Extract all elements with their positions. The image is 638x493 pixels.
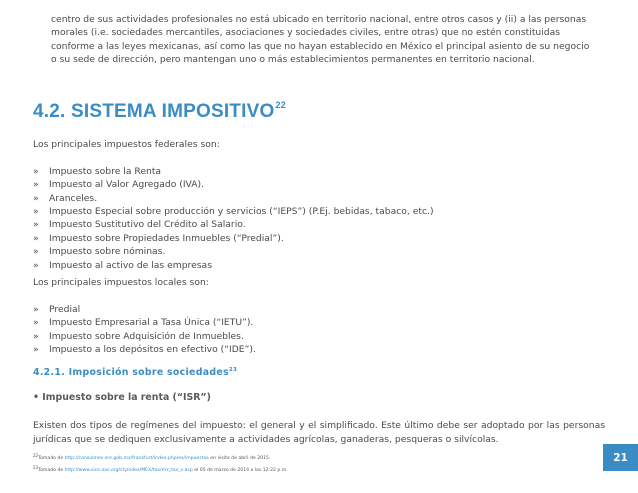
subsection-title: 4.2.1. Imposición sobre sociedades xyxy=(33,367,229,378)
bullet-marker: » xyxy=(33,317,39,329)
local-taxes-intro: Los principales impuestos locales son: xyxy=(33,277,209,288)
list-item: » Impuesto al Valor Agregado (IVA). xyxy=(33,179,205,191)
bullet-marker: » xyxy=(33,330,39,342)
list-item: » Impuesto Especial sobre producción y servicios (“IEPS”) (P.Ej. bebidas, tabaco, etc.) xyxy=(33,206,434,218)
list-item: » Impuesto sobre la Renta xyxy=(33,165,162,177)
list-item: » Aranceles. xyxy=(33,192,98,204)
federal-taxes-list xyxy=(33,165,608,272)
bullet-marker: » xyxy=(33,303,39,315)
list-item: » Impuesto al activo de las empresas xyxy=(33,259,212,271)
federal-taxes-intro: Los principales impuestos federales son: xyxy=(33,139,220,150)
section-heading xyxy=(33,100,286,123)
footnote-link[interactable]: http://consulmex.sre.gob.mx/frankfurt/index.php/es/impuestos xyxy=(64,456,209,461)
local-taxes-list xyxy=(33,303,608,357)
bullet-marker: » xyxy=(33,246,39,258)
local-taxes-block xyxy=(33,276,608,356)
bullet-marker: » xyxy=(33,206,39,218)
footnote-ref: 22 xyxy=(275,100,286,110)
bullet-marker: » xyxy=(33,219,39,231)
bullet-marker: » xyxy=(33,259,39,271)
list-item: » Impuesto sobre nóminas. xyxy=(33,246,166,258)
list-item: » Impuesto Sustitutivo del Crédito al Salario. xyxy=(33,219,246,231)
footnote: $^{23}$Tomado de http://www.sice.oas.org/ctyindex/MEX/tax/mx_tax_s.asp el 05 de marzo de 2014 a las 12:22 p.m. xyxy=(33,465,288,473)
footnote-ref: 23 xyxy=(228,367,238,373)
bullet-marker: » xyxy=(33,232,39,244)
subsection-heading xyxy=(33,367,237,378)
list-item: » Impuesto Empresarial a Tasa Única (“IETU”). xyxy=(33,317,254,329)
list-item: » Predial xyxy=(33,303,81,315)
intro-line: morales (i.e. sociedades mercantiles, asociaciones y sociedades civiles, entre otras) que no estén constituidas xyxy=(51,27,561,39)
federal-taxes-block xyxy=(33,138,608,272)
bullet-marker: » xyxy=(33,165,39,177)
list-item: » Impuesto sobre Adquisición de Inmuebles. xyxy=(33,330,244,342)
section-title: 4.2. SISTEMA IMPOSITIVO xyxy=(33,101,275,122)
page-number-badge xyxy=(603,444,638,471)
intro-line: centro de sus actividades profesionales no está ubicado en territorio nacional, entre otros casos y (ii) a las personas xyxy=(51,14,587,25)
footnote-link[interactable]: http://www.sice.oas.org/ctyindex/MEX/tax/mx_tax_s.asp xyxy=(64,468,193,473)
intro-paragraph xyxy=(51,13,605,67)
list-item: » Impuesto sobre Propiedades Inmuebles (“Predial”). xyxy=(33,232,284,244)
intro-line: o su sede de dirección, pero mantengan uno o más establecimientos permanentes en territorio nacional. xyxy=(51,54,535,66)
bullet-marker: » xyxy=(33,179,39,191)
footnotes xyxy=(33,451,288,475)
footnote: $^{22}$Tomado de http://consulmex.sre.gob.mx/frankfurt/index.php/es/impuestos en visita de abril de 2015. xyxy=(33,453,271,461)
bullet-marker: » xyxy=(33,344,39,356)
bullet-marker: » xyxy=(33,192,39,204)
list-item: » Impuesto a los depósitos en efectivo (“IDE”). xyxy=(33,344,256,356)
intro-line: conforme a las leyes mexicanas, así como las que no hayan establecido en México el principal asiento de su negocio xyxy=(51,40,590,52)
isr-paragraph: Existen dos tipos de regímenes del impuesto: el general y el simplificado. Este último debe ser adoptado por las personas jurídicas que se dediquen exclusivamente a actividades agrícolas, ganaderas, pesqueras o silvícolas. xyxy=(33,420,605,445)
isr-heading: • Impuesto sobre la renta (“ISR”) xyxy=(33,392,211,403)
page-number: 21 xyxy=(613,451,628,464)
